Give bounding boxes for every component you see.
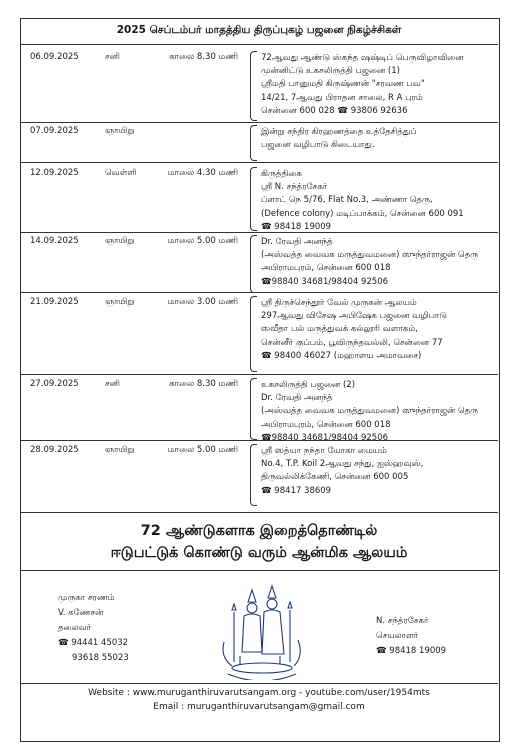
event-detail-line: சென்னை 600 028 ☎ 93806 92636 [261,105,408,116]
secretary-block [376,614,446,659]
event-details [261,168,496,234]
event-detail-line: (அஸ்வத்த வைவக மருத்துவமனை) ஸுந்தர்ராஜன் தெரு [261,250,479,261]
banner-line-2: ஈடுபட்டுக் கொண்டு வரும் ஆன்மிக ஆலயம் [110,545,408,561]
event-date: 28.09.2025 [30,445,79,455]
event-details [261,52,496,118]
row-divider [20,292,498,293]
event-day: ஞாயிறு [105,126,135,136]
event-details [261,445,496,498]
event-detail-line: சென்னீர் குப்பம், பூவிருந்தவல்லி, சென்னை 77 [261,337,443,348]
event-day: சனி [105,52,120,62]
event-detail-line: 72ஆவது ஆண்டு ஸ்கந்த ஷஷ்டிப் பெருவிழாவினை [261,53,464,63]
row-divider [20,440,498,441]
event-details [261,236,496,289]
event-detail-line: ஸ்ரீமதி பானுமதி கிருஷ்ணன் "சரவண பவ" [261,79,425,90]
event-date: 27.09.2025 [30,379,79,389]
event-detail-line: ஸ்ரீ திருச்செந்தூர் வேல் முருகன் ஆலயம் [261,298,417,308]
event-time: காலை 8.30 மணி [169,379,238,389]
event-detail-line: பஜனை வழிபாடு கிடையாது. [261,140,375,151]
row-divider [20,374,498,375]
president-phone-1: ☎ 94441 45032 [58,638,129,648]
event-day: சனி [105,379,120,389]
event-day: ஞாயிறு [105,297,135,307]
event-date: 06.09.2025 [30,52,79,62]
event-detail-line: ☎98840 34681/98404 92506 [261,276,389,287]
banner-divider [20,512,498,513]
event-brace [250,125,257,161]
event-day: வெள்ளி [105,168,137,178]
event-detail-line: Dr. ரேவதி அனந்த் [261,393,333,404]
event-details [261,297,496,363]
president-phone-2: 93618 55023 [72,653,129,663]
deity-emblem-icon [210,582,314,680]
email-line[interactable]: Email : muruganthiruvarutsangam@gmail.com [153,702,365,712]
event-detail-line: 297ஆவது விசேஷ அபிஷேக பஜனை வழிபாடு [261,311,447,322]
row-divider [20,122,498,123]
event-detail-line: உகசலிருத்தி பஜனை (2) [261,380,356,390]
event-detail-line: முன்னிட்டு உகசலிருத்தி பஜனை (1) [261,66,400,77]
event-detail-line: (அஸ்வத்த வைவக மருத்துவமனை) ஸுந்தர்ராஜன் தெரு [261,406,479,417]
secretary-phone: ☎ 98418 19009 [376,646,447,656]
event-detail-line: அபிராமபுரம், சென்னை 600 018 [261,263,391,274]
event-detail-line: ஸ்ரீ N. சந்த்ரசேகர் [261,182,328,193]
president-name: V. கணேசன் [58,608,104,618]
schedule-title: 2025 செப்டம்பர் மாதத்திய திருப்புகழ் பஜனை நிகழ்ச்சிகள் [116,23,402,36]
event-detail-line: அபிராமபுரம், சென்னை 600 018 [261,419,391,430]
secretary-role: செயலாளர் [376,631,419,641]
event-detail-line: கிருத்திகை [261,169,302,179]
event-brace [250,296,257,372]
event-day: ஞாயிறு [105,445,135,455]
row-divider [20,232,498,233]
event-brace [250,378,257,440]
row-divider [20,162,498,163]
event-time: மாலை 5.00 மணி [167,236,238,246]
secretary-name: N. சந்த்ரசேகர் [376,616,429,626]
event-detail-line: ☎ 98418 19009 [261,221,332,232]
event-day: ஞாயிறு [105,236,135,246]
event-detail-line: ஸ்ரீ ஸத்யா நந்தா யோகா மையம் [261,446,387,456]
event-brace [250,167,257,231]
event-detail-line: 14/21, 7ஆவது பிராதன சாலை, R A புரம் [261,92,423,103]
event-brace [250,51,257,121]
event-detail-line: இன்று சந்திர கிரஹணத்தை உத்தேசித்துப் [261,127,417,137]
event-brace [250,444,257,506]
event-details [261,379,496,445]
event-detail-line: ☎ 98417 38609 [261,485,332,496]
event-time: காலை 8.30 மணி [169,52,238,62]
event-brace [250,235,257,293]
banner-line-1: 72 ஆண்டுகளாக இறைத்தொண்டில் [140,523,378,539]
event-detail-line: ☎ 98400 46027 (மஹாளய அமாவசை) [261,350,422,361]
event-date: 07.09.2025 [30,126,79,136]
event-detail-line: No.4, T.P. Koil 2ஆவது சந்து, ஐஸ்ஹவுஸ், [261,459,424,470]
event-detail-line: ப்ளாட் நெ 5/76, Flat No.3, அண்ணா தெரு, [261,195,433,206]
president-block [58,591,129,666]
website-line[interactable]: Website : www.muruganthiruvarutsangam.org - youtube.com/user/1954mts [88,688,430,698]
event-date: 21.09.2025 [30,297,79,307]
event-detail-line: திருவல்லிக்கேணி, சென்னை 600 005 [261,472,409,483]
event-details [261,126,496,152]
footer-divider [20,683,498,684]
event-detail-line: (Defence colony) மடிப்பாக்கம், சென்னை 600 091 [261,208,464,219]
event-detail-line: ☎98840 34681/98404 92506 [261,432,389,443]
event-date: 14.09.2025 [30,236,79,246]
contact-links [20,686,498,714]
greeting: முருகா சரணம் [58,593,115,603]
header-divider [20,44,498,45]
banner [20,516,498,572]
event-time: மாலை 5.00 மணி [167,445,238,455]
event-detail-line: Dr. ரேவதி அனந்த் [261,237,333,247]
event-time: மாலை 3.00 மணி [167,297,238,307]
event-time: மாலை 4.30 மணி [167,168,238,178]
president-role: தலைவர் [58,623,92,633]
event-detail-line: ஸவீதா பல் மருத்துவக் கல்லூரி வளாகம், [261,324,418,335]
event-date: 12.09.2025 [30,168,79,178]
